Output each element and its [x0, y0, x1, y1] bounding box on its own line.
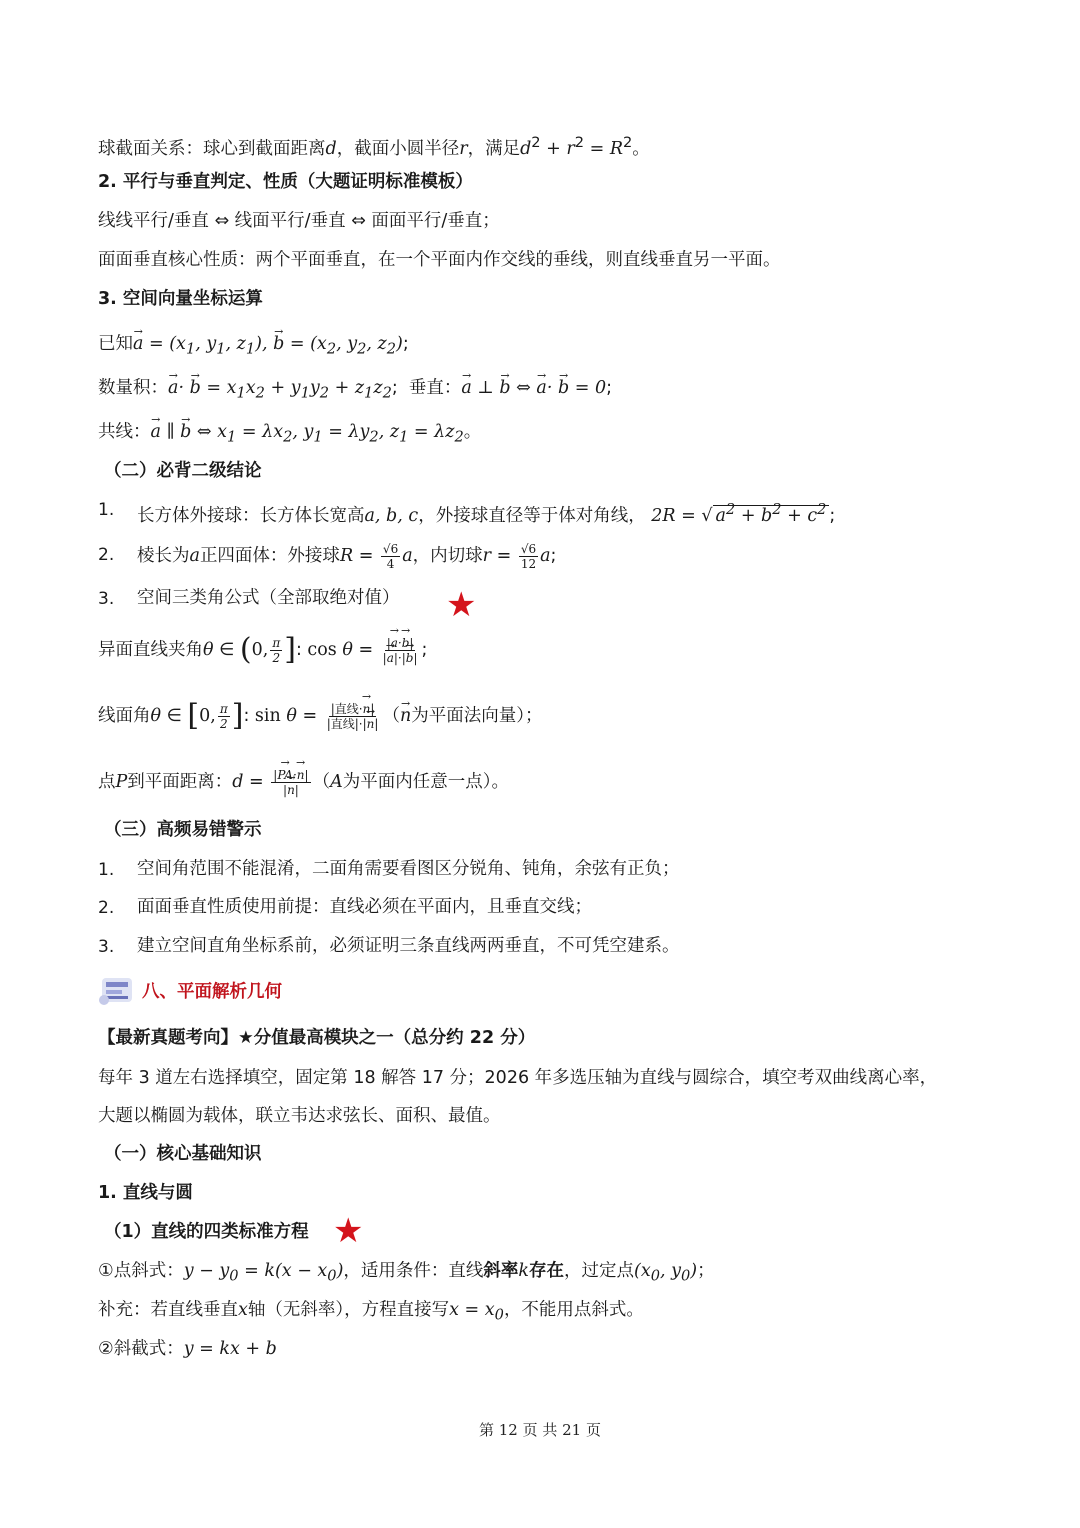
heading-parallel-perpendicular: 2. 平行与垂直判定、性质（大题证明标准模板） [98, 172, 473, 192]
formula-point-slope: ①点斜式：$y - y_0 = k(x - x_0)$，适用条件：直线斜率k存在，过定点($x_0$, $y_0$)； [98, 1261, 715, 1285]
list-number: 3. [98, 589, 115, 609]
list-item-warning: 空间角范围不能混淆，二面角需要看图区分锐角、钝角，余弦有正负； [137, 859, 680, 879]
text-line-equivalence: 线线平行/垂直 ⇔ 线面平行/垂直 ⇔ 面面平行/垂直； [98, 211, 500, 231]
formula-line-plane-angle: 线面角θ ∈ [0, $\frac{\pi}{2}$ ]: sin θ = $\frac{\text{|直线·→ n|}}{\text{|直线|·|→ n|}}$ （→ n为平面法向量）； [98, 694, 542, 738]
list-number: 2. [98, 545, 115, 565]
list-item-warning: 建立空间直角坐标系前，必须证明三条直线两两垂直，不可凭空建系。 [137, 936, 680, 956]
formula-skew-angle: 异面直线夹角θ ∈ (0, $\frac{\pi}{2}$ ]: cos θ = $\frac{|\to a\cdot\to b|}{|\to a|\cdot|\to b|}$ ; [98, 628, 427, 672]
heading-line-circle: 1. 直线与圆 [98, 1183, 193, 1203]
heading-line-equations: （1）直线的四类标准方程 [104, 1222, 309, 1242]
list-item-tetrahedron: 棱长为a正四面体：外接球R = $\frac{√6}{4}$ a，内切球r = $\frac{√6}{12}$ a; [137, 541, 557, 571]
list-number: 1. [98, 500, 115, 520]
list-item-cuboid: 长方体外接球：长方体长宽高a, b, c，外接球直径等于体对角线， 2R = √ $a^2 + b^2 + c^2$ ; [137, 501, 836, 526]
formula-slope-intercept: ②斜截式：y = kx + b [98, 1339, 277, 1359]
list-number: 2. [98, 898, 115, 918]
text-supplement: 补充：若直线垂直x轴（无斜率），方程直接写$x = x_0$，不能用点斜式。 [98, 1300, 644, 1324]
exam-trend-text: 大题以椭圆为载体，联立韦达求弦长、面积、最值。 [98, 1106, 501, 1126]
section-core-title: （一）核心基础知识 [104, 1144, 262, 1164]
section-3-title: （三）高频易错警示 [104, 820, 262, 840]
page-footer: 第 12 页 共 21 页 [478, 1421, 601, 1439]
formula-collinear: 共线：→ a ∥ → b ⇔ $x_1 = \lambda x_2$, $y_1 = \lambda y_2$, $z_1 = \lambda z_2$。 [98, 420, 481, 450]
sphere-section-line: 球截面关系：球心到截面距离d，截面小圆半径r，满足$d^2 + r^2 = R^2$。 [98, 134, 650, 159]
text-plane-perp-property: 面面垂直核心性质：两个平面垂直，在一个平面内作交线的垂线，则直线垂直另一平面。 [98, 250, 781, 270]
list-item-angle-formulas: 空间三类角公式（全部取绝对值） [137, 588, 400, 608]
list-number: 3. [98, 937, 115, 957]
heading-vector-coordinates: 3. 空间向量坐标运算 [98, 289, 263, 309]
section-2-title: （二）必背二级结论 [104, 461, 262, 481]
exam-trend-text: 每年 3 道左右选择填空，固定第 18 解答 17 分；2026 年多选压轴为直线与圆综合，填空考双曲线离心率， [98, 1068, 938, 1088]
list-item-warning: 面面垂直性质使用前提：直线必须在平面内，且垂直交线； [137, 897, 592, 917]
star-icon: ★ [446, 585, 477, 625]
formula-dot-product: 数量积：→ $a\cdot \to b = x_1x_2 + y_1y_2 + z_1z_2$; 垂直：→ a ⊥ → b ⇔ → a· → b = 0; [98, 376, 612, 406]
exam-trend-heading: 【最新真题考向】★分值最高模块之一（总分约 22 分） [98, 1028, 536, 1048]
formula-vector-given: 已知→ $a = (x_1$, $y_1$, $z_1$), → $b = (x_2$, $y_2$, $z_2$); [98, 332, 409, 362]
chapter-logo-icon [98, 972, 138, 1008]
list-number: 1. [98, 860, 115, 880]
formula-point-plane-distance: 点P到平面距离：d = $\frac{|\to PA\cdot\to n|}{|\to n|}$ （A为平面内任意一点）。 [98, 760, 509, 804]
star-icon: ★ [333, 1211, 364, 1251]
chapter-title: 八、平面解析几何 [142, 982, 282, 1002]
